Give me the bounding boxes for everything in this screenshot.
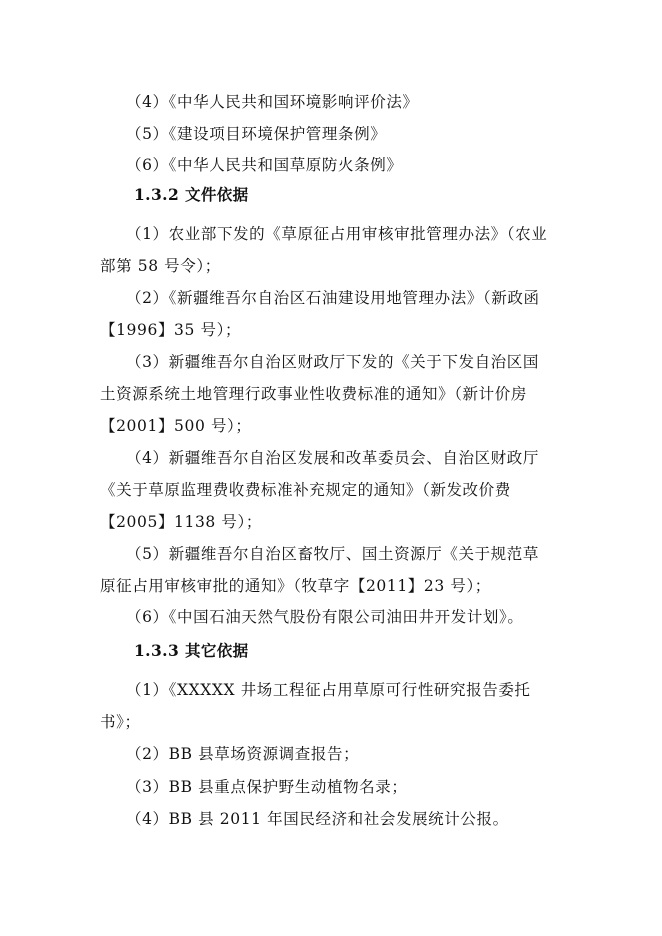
file-item-1-line-1: （1）农业部下发的《草原征占用审核审批管理办法》（农业 (126, 225, 548, 243)
law-item-6: （6）《中华人民共和国草原防火条例》 (126, 156, 403, 174)
file-item-3-line-2: 土资源系统土地管理行政事业性收费标准的通知》（新计价房 (100, 385, 527, 403)
file-item-3-line-3: 【2001】500 号）； (100, 417, 252, 435)
file-item-4-line-2: 《关于草原监理费收费标准补充规定的通知》（新发改价费 (100, 481, 511, 499)
file-item-3-line-1: （3）新疆维吾尔自治区财政厅下发的《关于下发自治区国 (126, 353, 539, 371)
file-item-1-line-2: 部第 58 号令）； (100, 257, 221, 275)
law-item-5: （5）《建设项目环境保护管理条例》 (126, 125, 387, 143)
section-heading-1-3-3: 1.3.3 其它依据 (134, 641, 249, 660)
other-item-1-line-1: （1）《XXXXX 井场工程征占用草原可行性研究报告委托 (126, 681, 531, 699)
file-item-2-line-2: 【1996】35 号）； (100, 321, 242, 339)
file-item-4-line-3: 【2005】1138 号）； (100, 513, 262, 531)
law-item-4: （4）《中华人民共和国环境影响评价法》 (126, 93, 419, 111)
file-item-2-line-1: （2）《新疆维吾尔自治区石油建设用地管理办法》（新政函 (126, 289, 540, 307)
file-item-6: （6）《中国石油天然气股份有限公司油田井开发计划》。 (126, 608, 524, 626)
file-item-5-line-2: 原征占用审核审批的通知》（牧草字【2011】23 号）； (100, 577, 491, 595)
other-item-1-line-2: 书》； (100, 713, 141, 731)
other-item-3: （3）BB 县重点保护野生动植物名录； (126, 778, 408, 796)
section-heading-1-3-2: 1.3.2 文件依据 (134, 185, 249, 204)
file-item-5-line-1: （5）新疆维吾尔自治区畜牧厅、国土资源厅《关于规范草 (126, 545, 539, 563)
other-item-4: （4）BB 县 2011 年国民经济和社会发展统计公报。 (126, 810, 509, 828)
other-item-2: （2）BB 县草场资源调查报告； (126, 745, 360, 763)
file-item-4-line-1: （4）新疆维吾尔自治区发展和改革委员会、自治区财政厅 (126, 449, 539, 467)
